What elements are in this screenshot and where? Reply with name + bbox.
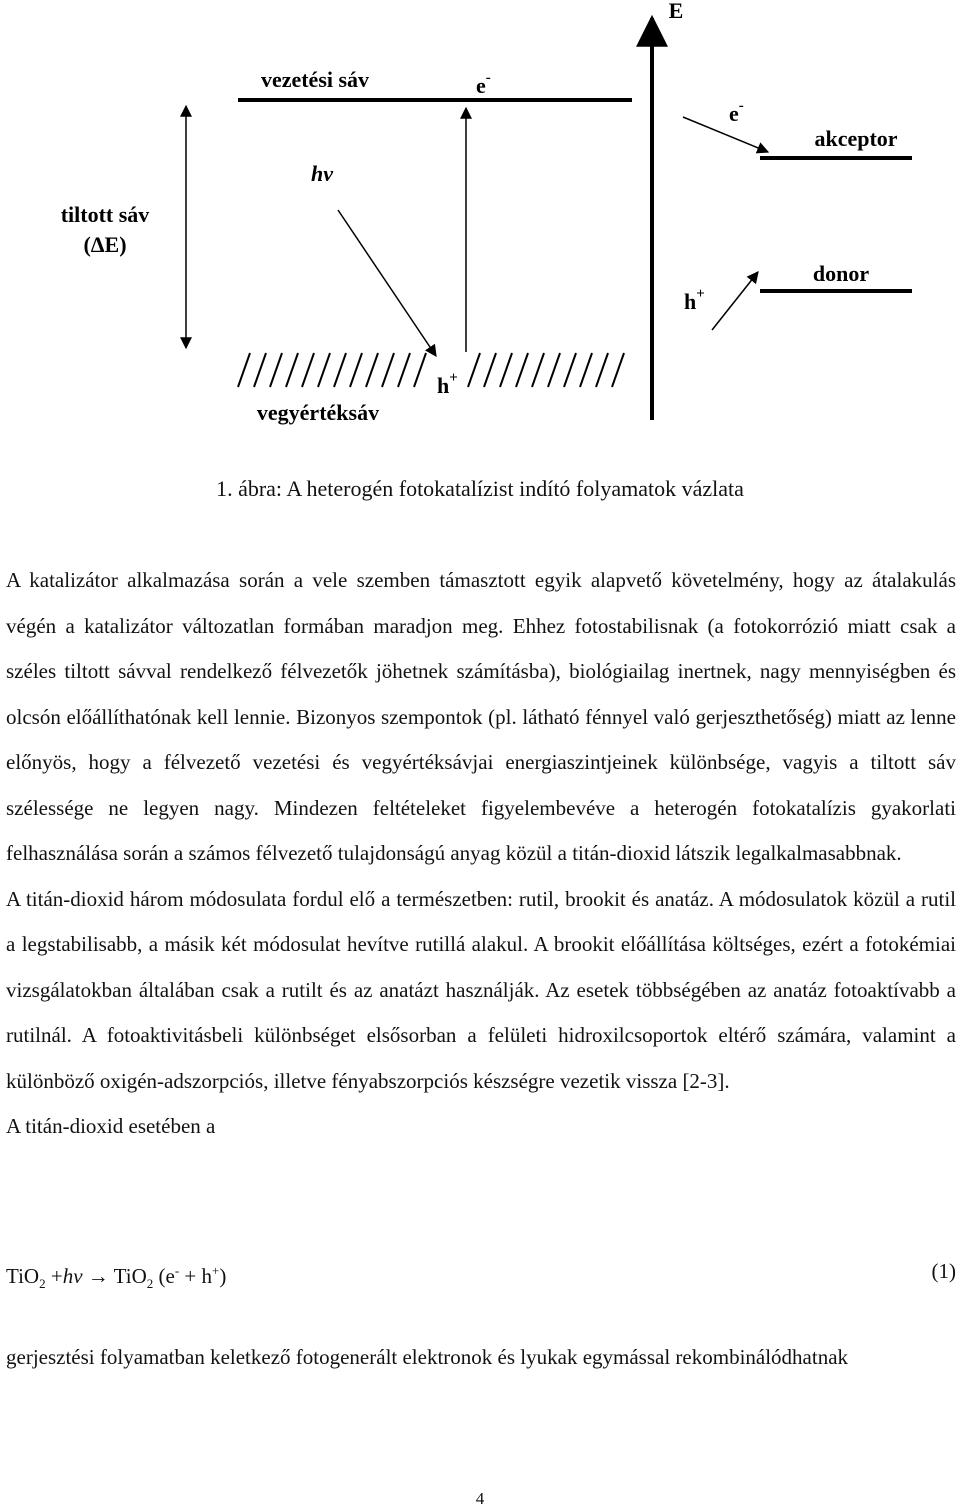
hatch-line [334,353,346,387]
closing-text [6,1336,956,1379]
valence-hole-label: h+ [437,370,458,398]
hatch-line [366,353,378,387]
figure-caption: 1. ábra: A heterogén fotokatalízist indító folyamatok vázlata [216,476,744,501]
hatch-line [286,353,298,387]
excited-electron-label: e- [476,70,491,98]
band-gap-symbol: (ΔE) [83,232,127,257]
intro-line: A titán-dioxid esetében a [6,1114,216,1138]
hatch-line [254,353,266,387]
paragraph-catalyst-requirements: A katalizátor alkalmazása során a vele szemben támasztott egyik alapvető követelmény, hogy az átalakulás végén a katalizátor változatlan formában maradjon meg. Ehhez fotostabilisnak (a fotokorrózió miatt csak a széles tiltott sávval rendelkező félvezetők jöhetnek számításba), biológiailag inertnek, nagy mennyiségben és olcsón előállíthatónak kell lennie. Bizonyos szempontok (pl. látható fénnyel való gerjeszthetőség) miatt az lenne előnyös, hogy a félvezető vezetési és vegyértéksávjai energiaszintjeinek különbsége, vagyis a tiltott sáv szélessége ne legyen nagy. Mindezen feltételeket figyelembevéve a heterogén fotokatalízis gyakorlati felhasználása során a számos félvezető tulajdonságú anyag közül a titán-dioxid látszik legalkalmasabbnak. [6,568,956,865]
hatch-line [548,353,560,387]
equation-body: TiO$_2$ +hv → TiO$_2$ (e- + h+) [6,1263,227,1292]
hatch-line [270,353,282,387]
hatch-line [564,353,576,387]
equation-number: (1) [931,1259,956,1283]
hatch-line [382,353,394,387]
equation-1 [6,1253,956,1292]
energy-axis-label: E [668,0,684,23]
hatch-line [414,353,426,387]
hatch-line [484,353,496,387]
hatch-line [516,353,528,387]
band-diagram [0,0,960,440]
hatch-line [596,353,608,387]
hatch-line [318,353,330,387]
transferred-electron-label: e- [729,98,744,126]
valence-band-hatching [238,353,624,387]
transferred-hole-label: h+ [684,286,705,314]
electron-transfer-arrow [683,117,768,152]
hatch-line [350,353,362,387]
acceptor-label: akceptor [814,126,898,151]
valence-band-label: vegyértéksáv [256,400,380,425]
hatch-line [532,353,544,387]
hatch-line [580,353,592,387]
conduction-band-label: vezetési sáv [260,67,370,92]
hole-transfer-arrow [712,272,758,330]
band-gap-label: tiltott sáv [60,202,150,227]
paragraph-titanium-dioxide-forms: A titán-dioxid három módosulata fordul elő a természetben: rutil, brookit és anatáz. A módosulatok közül a rutil a legstabilisabb, a másik két módosulat hevítve rutillá alakul. A brookit előállítása költséges, ezért a fotokémiai vizsgálatokban általában csak a rutilt és az anatázt használják. Az esetek többségében az anatáz fotoaktívabb a rutilnál. A fotoaktivitásbeli különbséget elsősorban a felületi hidroxilcsoportok eltérő számára, valamint a különböző oxigén-adszorpciós, illetve fényabszorpciós készségre vezetik vissza [2-3]. [6,886,956,1093]
hatch-line [468,353,480,387]
hatch-line [500,353,512,387]
hatch-line [238,353,250,387]
donor-label: donor [812,261,870,286]
photon-label: hν [311,161,333,186]
main-text [6,558,956,1150]
photon-arrow [338,210,436,356]
hatch-line [612,353,624,387]
hatch-line [302,353,314,387]
page-number: 4 [475,1489,485,1508]
paragraph-recombination: gerjesztési folyamatban keletkező fotogenerált elektronok és lyukak egymással rekombinálódhatnak [6,1345,849,1369]
hatch-line [398,353,410,387]
